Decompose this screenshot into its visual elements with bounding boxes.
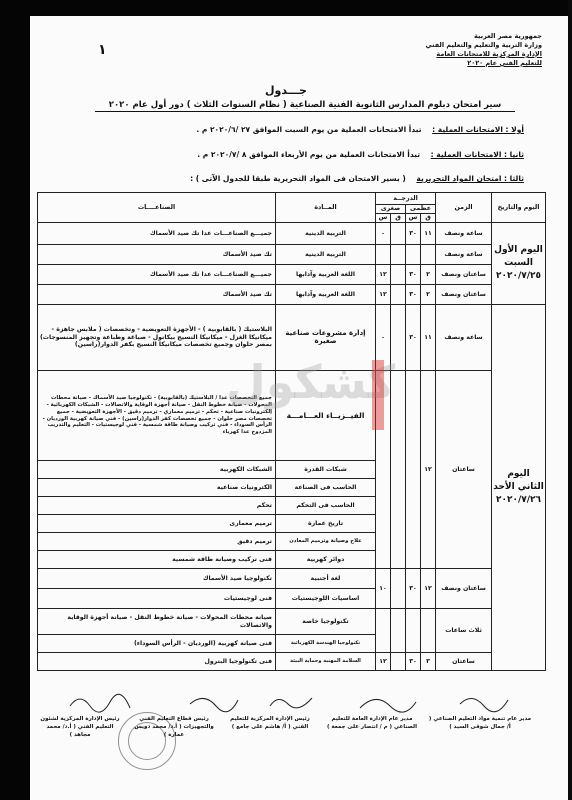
- mark-cell: ١٢: [376, 653, 391, 671]
- signature-block: رئيس الإدارة المركزية لشئون التعليم الفني ( أ.د/ محمد مجاهد ): [40, 716, 120, 738]
- subject-cell: دوائر كهربية: [276, 551, 376, 569]
- note-key: ثالثا : امتحان المواد التحريرية: [416, 174, 524, 183]
- mark-cell: ١٢: [421, 371, 436, 569]
- day-date: ٢٠٢٠/٧/٢٥: [496, 271, 542, 281]
- time-cell: ساعتان ونصف: [436, 265, 492, 285]
- day-name: اليوم الأول السبت: [494, 245, 543, 268]
- spec-cell: تكنولوجيا صيد الأسماك: [38, 569, 276, 589]
- signature-block: رئيس الإدارة المركزية للتعليم الفني ( أ/ هاشم على جامع ): [230, 716, 310, 730]
- header-line: الإدارة المركزية للامتحانات العامة: [436, 50, 542, 58]
- note-practical-1: [196, 125, 524, 134]
- mark-cell: ٠: [376, 223, 391, 245]
- header-line: وزارة التربية والتعليم والتعليم الفني: [425, 41, 542, 49]
- mark-cell: ٣٠: [406, 653, 421, 671]
- mark-cell: ٢: [421, 285, 436, 305]
- mark-cell: ٣٠: [406, 305, 421, 371]
- subject-cell: اللغة العربية وآدابها: [276, 265, 376, 285]
- header-specs: الصناعــــات: [38, 193, 276, 223]
- mark-cell: [406, 245, 421, 265]
- header-s: س: [406, 214, 421, 223]
- subject-cell: لغة أجنبية: [276, 569, 376, 589]
- table-row: [38, 653, 546, 671]
- subject-cell: الفيــزيــاء العـــامـــة: [276, 371, 376, 461]
- spec-cell: جميـــع الصناعـــات عدا تك صيد الأسماك: [38, 223, 276, 245]
- signature-scribbles: [60, 686, 530, 716]
- mark-cell: ١٢: [421, 569, 436, 609]
- mark-cell: ٣٠: [406, 223, 421, 245]
- time-cell: ساعة ونصف: [436, 305, 492, 371]
- mark-cell: [376, 609, 391, 653]
- mark-cell: ١٠: [376, 569, 391, 609]
- note-text: ( بسير الامتحان فى المواد التحريرية طبقا للجدول الآتى ) :: [190, 174, 406, 183]
- signature-block: مدير عام تنمية مواد التعليم الصناعي ( أ/ جمال شوقى السيد ): [428, 716, 532, 730]
- document-title: جـــدول: [265, 84, 307, 97]
- time-cell: ساعتان ونصف: [436, 569, 492, 609]
- subject-cell: تكنولوجيا خاصة: [276, 609, 376, 635]
- ministry-header: [402, 32, 542, 68]
- mark-cell: [391, 653, 406, 671]
- day-cell-2: [492, 305, 546, 671]
- spec-cell: ترميم دقيق: [38, 533, 276, 551]
- mark-cell: ٣٠: [406, 285, 421, 305]
- mark-cell: [391, 285, 406, 305]
- subject-cell: علاج وصيانة وترميم المعادن: [276, 533, 376, 551]
- table-row: [38, 223, 546, 245]
- spec-cell: الكترونيات صناعية: [38, 479, 276, 497]
- header-marks: الدرجــة: [376, 193, 436, 205]
- spec-cell: جميـــع الصناعـــات عدا تك صيد الأسماك: [38, 265, 276, 285]
- mark-cell: [406, 371, 421, 569]
- header-line: للتعليم الفني عام ٢٠٢٠: [467, 59, 542, 67]
- header-line: جمهورية مصر العربية: [474, 32, 542, 40]
- mark-cell: ١١: [421, 305, 436, 371]
- note-key: ثانيا : الامتحانات العملية :: [430, 150, 524, 159]
- note-written: [190, 174, 524, 183]
- note-practical-2: [197, 150, 524, 159]
- spec-cell: تك صيد الأسماك: [38, 245, 276, 265]
- time-cell: ساعة ونصف: [436, 223, 492, 245]
- mark-cell: [391, 265, 406, 285]
- time-cell: ساعة ونصف: [436, 245, 492, 265]
- header-max: عظمى: [406, 205, 436, 214]
- table-row: [38, 569, 546, 589]
- scan-left-edge: [0, 0, 30, 800]
- mark-cell: [421, 609, 436, 653]
- time-cell: ساعتان: [436, 371, 492, 569]
- spec-cell: تك صيد الأسماك: [38, 285, 276, 305]
- subject-cell: تكنولوجيا الهندسة الكهربائية: [276, 635, 376, 653]
- time-cell: ساعتان: [436, 653, 492, 671]
- mark-cell: [391, 569, 406, 609]
- spec-cell: صيانة محطات المحولات - صيانة خطوط النقل - صيانة أجهزة الوقاية والاتصالات: [38, 609, 276, 635]
- watermark-accent: [372, 360, 384, 430]
- header-q: ق: [421, 214, 436, 223]
- mark-cell: [421, 245, 436, 265]
- spec-cell: الشبكات الكهربية: [38, 461, 276, 479]
- note-key: أولا : الامتحانات العملية :: [432, 125, 524, 134]
- mark-cell: ٣: [421, 653, 436, 671]
- day-name: اليوم الثاني الأحد: [493, 469, 544, 492]
- day-date: ٢٠٢٠/٧/٢٦: [496, 495, 542, 505]
- subject-cell: إدارة مشروعات صناعية صغيرة: [276, 305, 376, 371]
- header-day: اليوم والتاريخ: [492, 193, 546, 223]
- table-row: [38, 609, 546, 635]
- mark-cell: [391, 609, 406, 653]
- mark-cell: ٠: [376, 305, 391, 371]
- signature-block: رئيس قطاع التعليم الفني والتجهيزات ( أ.د/ محمد دويس عمارة ): [134, 716, 214, 738]
- spec-cell: البلاستيك ( بالقابوبية ) - الأجهزة التعويضية - وتخصصات ( ملابس جاهزة - ميكانيكا الغزل - ميكانيكا النسيج بيكانول - صباغة وطباعة وتجهيز المنسوجات) بمصر حلوان وجميع تخصصات ميكانيكا النسيج بكفر الدوار(راسين): [38, 305, 276, 371]
- note-text: تبدأ الامتحانات العملية من يوم الأربعاء الموافق ٨ /٢٠٢٠/٧ م .: [197, 150, 421, 159]
- subject-cell: التربية الدينية: [276, 223, 376, 245]
- table-row: [38, 285, 546, 305]
- subject-cell: الحاسب فى الصناعة: [276, 479, 376, 497]
- day-cell-1: [492, 223, 546, 305]
- header-time: الزمن: [436, 193, 492, 223]
- subject-cell: شبكات القدرة: [276, 461, 376, 479]
- subject-cell: الحاسب فى التحكم: [276, 497, 376, 515]
- header-q: ق: [391, 214, 406, 223]
- mark-cell: [391, 245, 406, 265]
- subject-cell: اللغة العربية وآدابها: [276, 285, 376, 305]
- subject-cell: التربية الدينية: [276, 245, 376, 265]
- scan-right-edge: [568, 0, 572, 800]
- signature-block: مدير عام الإدارة العامة للتعليم الصناعي ( م / انتصار على جمعة ): [327, 716, 417, 730]
- subject-cell: اساسيات اللوجيستيات: [276, 589, 376, 609]
- time-cell: ثلاث ساعات: [436, 609, 492, 653]
- spec-cell: ترميم معمارى: [38, 515, 276, 533]
- document-subtitle: سير امتحان دبلوم المدارس الثانوية الفنية الصناعية ( نظام السنوات الثلاث ) دور أول عام ٢٠٢٠: [95, 100, 515, 112]
- mark-cell: ١٢: [376, 285, 391, 305]
- header-subject: المــادة: [276, 193, 376, 223]
- spec-cell: جميع التخصصات عدا / البلاستيك (بالقابوبية) - تكنولوجيا صيد الأسماك - صيانة محطات المحولات - صيانة خطوط النقل - صيانة أجهزة الوقاية والاتصالات - الشبكات الكهربائية - إلكترونيات صناعية - تحكم - ترميم معماري - ترميم دقيق - الأجهزة التعويضية - جميع تخصصات مصر حلوان - جميع تخصصات كفر الدوار(راسين) - فني صيانة كهربية الورديان - الرأس السوداء - فني تركيب وصيانة طاقة شمسية - فني لوجيستيات - التعليم والتدريب المزدوج عدا كهرباء: [38, 371, 276, 461]
- site-watermark: كشكول: [225, 355, 395, 409]
- spec-cell: فنى تكنولوجيا البترول: [38, 653, 276, 671]
- time-cell: ساعتان ونصف: [436, 285, 492, 305]
- mark-cell: ٣٠: [406, 569, 421, 609]
- page-number: ١: [98, 42, 107, 58]
- header-s: س: [376, 214, 391, 223]
- spec-cell: فنى تركيب وصيانة طاقة شمسية: [38, 551, 276, 569]
- spec-cell: فنى لوجيستيات: [38, 589, 276, 609]
- mark-cell: ٣٠: [406, 265, 421, 285]
- subject-cell: تاريخ عمارة: [276, 515, 376, 533]
- spec-cell: تحكم: [38, 497, 276, 515]
- scan-top-edge: [0, 0, 572, 16]
- mark-cell: ١١: [421, 223, 436, 245]
- subject-cell: السلامة المهنية وحماية البيئة: [276, 653, 376, 671]
- mark-cell: ١٢: [376, 265, 391, 285]
- note-text: تبدأ الامتحانات العملية من يوم السبت الموافق ٢٧ /٢٠٢٠/٦ م .: [196, 125, 422, 134]
- mark-cell: [376, 245, 391, 265]
- spec-cell: فنى صيانة كهربية (الورديان - الرأس السوداء): [38, 635, 276, 653]
- mark-cell: ٢: [421, 265, 436, 285]
- table-row: [38, 245, 546, 265]
- header-min: صغرى: [376, 205, 406, 214]
- mark-cell: [391, 223, 406, 245]
- mark-cell: [406, 609, 421, 653]
- table-row: [38, 265, 546, 285]
